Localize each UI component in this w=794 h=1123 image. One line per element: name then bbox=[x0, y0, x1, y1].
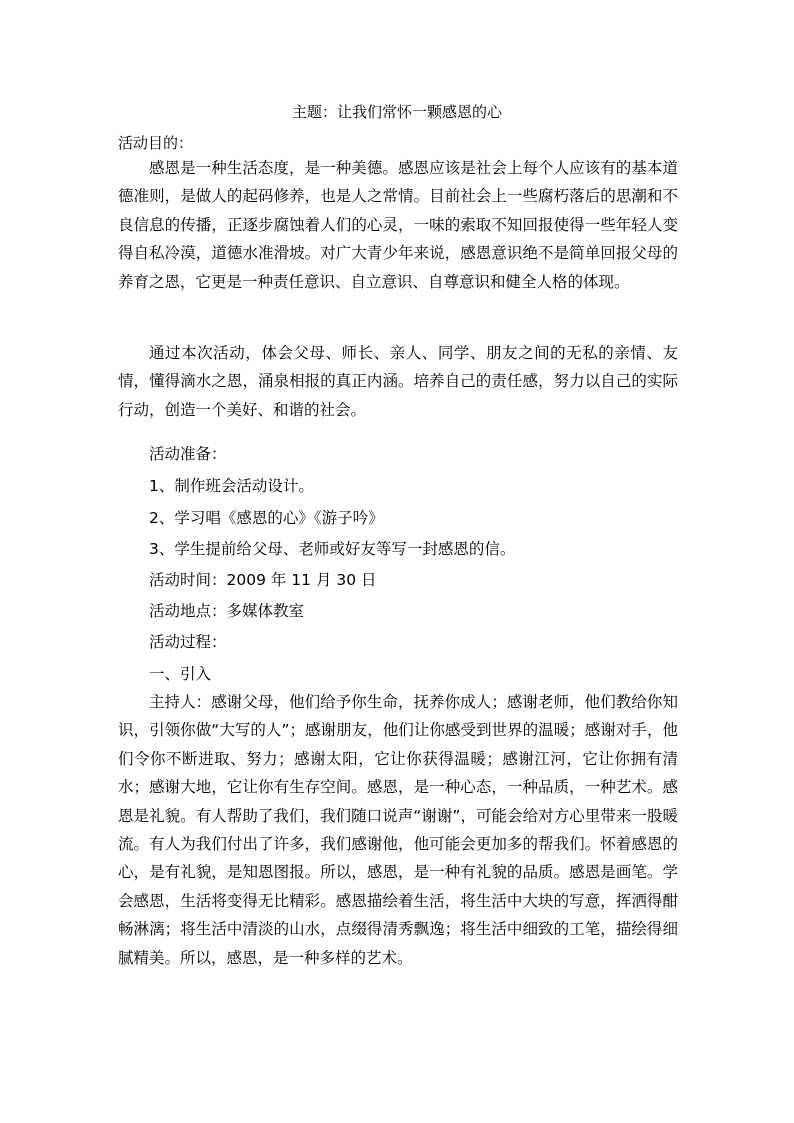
purpose-paragraph-1: 感恩是一种生活态度，是一种美德。感恩应该是社会上每个人应该有的基本道德准则，是做人的起码修养，也是人之常情。目前社会上一些腐朽落后的思潮和不良信息的传播，正逐步腐蚀着人们的心灵，一味的索取不知回报使得一些年轻人变得自私冷漠，道德水准滑坡。对广大青少年来说，感恩意识绝不是简单回报父母的养育之恩，它更是一种责任意识、自立意识、自尊意识和健全人格的体现。 bbox=[118, 159, 678, 291]
preparation-item: 1、制作班会活动设计。 bbox=[149, 477, 314, 495]
preparation-label: 活动准备： bbox=[149, 445, 227, 463]
activity-place: 活动地点：多媒体教室 bbox=[149, 602, 305, 620]
document-title: 主题：让我们常怀一颗感恩的心 bbox=[291, 103, 502, 121]
process-label: 活动过程： bbox=[149, 633, 227, 651]
purpose-label: 活动目的： bbox=[118, 134, 194, 152]
purpose-paragraph-2: 通过本次活动，体会父母、师长、亲人、同学、朋友之间的无私的亲情、友情，懂得滴水之恩，涌泉相报的真正内涵。培养自己的责任感，努力以自己的实际行动，创造一个美好、和谐的社会。 bbox=[118, 344, 678, 419]
preparation-item: 3、学生提前给父母、老师或好友等写一封感恩的信。 bbox=[149, 540, 516, 558]
host-speech-paragraph: 主持人：感谢父母，他们给予你生命，抚养你成人；感谢老师，他们教给你知识，引领你做“大写的人”；感谢朋友，他们让你感受到世界的温暖；感谢对手，他们令你不断进取、努力；感谢太阳，它让你获得温暖；感谢江河，它让你拥有清水；感谢大地，它让你有生存空间。感恩，是一种心态，一种品质，一种艺术。感恩是礼貌。有人帮助了我们，我们随口说声“谢谢”，可能会给对方心里带来一股暖流。有人为我们付出了许多，我们感谢他，他可能会更加多的帮我们。怀着感恩的心，是有礼貌，是知恩图报。所以，感恩，是一种有礼貌的品质。感恩是画笔。学会感恩，生活将变得无比精彩。感恩描绘着生活，将生活中大块的写意，挥洒得酣畅淋漓；将生活中清淡的山水，点缀得清秀飘逸；将生活中细致的工笔，描绘得细腻精美。所以，感恩，是一种多样的艺术。 bbox=[118, 693, 678, 967]
activity-time: 活动时间：2009 年 11 月 30 日 bbox=[149, 571, 377, 589]
intro-heading: 一、引入 bbox=[149, 665, 212, 683]
preparation-item: 2、学习唱《感恩的心》《游子吟》 bbox=[149, 509, 384, 527]
